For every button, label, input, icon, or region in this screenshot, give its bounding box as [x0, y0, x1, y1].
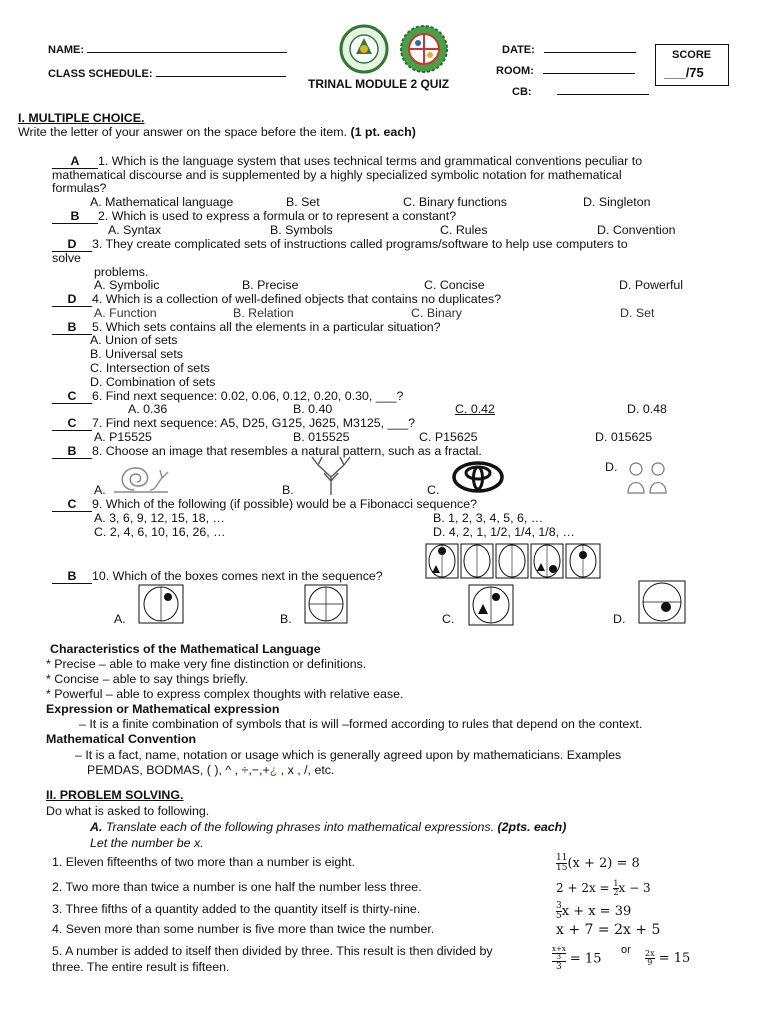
q1-choice-a[interactable]: A. Mathematical language — [90, 195, 234, 209]
question-1: A 1. Which is the language system that uses technical terms and grammatical conventions peculiar to — [52, 154, 642, 169]
question-6: C 6. Find next sequence: 0.02, 0.06, 0.12, 0.20, 0.30, ___? — [52, 389, 403, 404]
q3-choice-b[interactable]: B. Precise — [242, 278, 299, 292]
answer-blank-9[interactable]: C — [52, 497, 92, 512]
part1-instruction: Write the letter of your answer on the space before the item. (1 pt. each) — [18, 125, 416, 139]
answer-blank-6[interactable]: C — [52, 389, 92, 404]
q6-choice-c[interactable]: C. 0.42 — [455, 402, 495, 416]
characteristic-powerful: * Powerful – able to express complex thoughts with relative ease. — [46, 687, 404, 701]
answer-blank-8[interactable]: B — [52, 444, 92, 459]
q2-choice-c[interactable]: C. Rules — [440, 223, 488, 237]
question-9: C 9. Which of the following (if possible) would be a Fibonacci sequence? — [52, 497, 477, 512]
sequence-box-3 — [496, 544, 528, 578]
problem-5: 5. A number is added to itself then divided by three. This result is then divided by — [52, 944, 493, 958]
convention-heading: Mathematical Convention — [46, 732, 197, 746]
q10-option-b-figure[interactable] — [304, 584, 348, 624]
q10-choice-d[interactable]: D. — [613, 612, 626, 626]
snail-icon[interactable] — [108, 460, 180, 496]
q9-choice-a[interactable]: A. 3, 6, 9, 12, 15, 18, … — [94, 511, 225, 525]
expression-definition: – It is a finite combination of symbols that is will –formed according to rules that depend on the context. — [79, 717, 643, 731]
question-1-cont: mathematical discourse and is supplemented by a highly specialized symbolic notation for mathematical — [52, 168, 622, 182]
college-seal-logo — [398, 24, 450, 74]
answer-blank-4[interactable]: D — [52, 292, 92, 307]
q4-choice-d[interactable]: D. Set — [620, 306, 655, 320]
q2-choice-d[interactable]: D. Convention — [597, 223, 676, 237]
q5-choice-b[interactable]: B. Universal sets — [90, 347, 183, 361]
date-field[interactable] — [544, 52, 636, 53]
problem-4-answer: x + 7 = 2x + 5 — [556, 922, 661, 938]
q9-choice-d[interactable]: D. 4, 2, 1, 1/2, 1/4, 1/8, … — [433, 525, 575, 539]
sequence-box-1 — [426, 544, 458, 578]
q3-choice-d[interactable]: D. Powerful — [619, 278, 684, 292]
q6-choice-a[interactable]: A. 0.36 — [128, 402, 168, 416]
q8-choice-b[interactable]: B. — [282, 483, 294, 497]
characteristic-concise: * Concise – able to say things briefly. — [46, 672, 249, 686]
problem-4: 4. Seven more than some number is five more than twice the number. — [52, 922, 435, 936]
characteristic-precise: * Precise – able to make very fine distinction or definitions. — [46, 657, 367, 671]
question-3-cont: solve — [52, 251, 81, 265]
date-label: DATE: — [502, 44, 636, 56]
question-2: B 2. Which is used to express a formula or to represent a constant? — [52, 209, 456, 224]
q9-choice-c[interactable]: C. 2, 4, 6, 10, 16, 26, … — [94, 525, 226, 539]
q10-choice-a[interactable]: A. — [114, 612, 126, 626]
q9-choice-b[interactable]: B. 1, 2, 3, 4, 5, 6, … — [433, 511, 544, 525]
q2-choice-b[interactable]: B. Symbols — [270, 223, 333, 237]
score-box — [655, 44, 729, 86]
convention-examples: PEMDAS, BODMAS, ( ), ^ , ÷,−,+¿ , x , /, etc. — [87, 763, 335, 777]
answer-blank-7[interactable]: C — [52, 416, 92, 431]
q7-choice-b[interactable]: B. 015525 — [293, 430, 350, 444]
answer-blank-2[interactable]: B — [52, 209, 98, 224]
q1-choice-b[interactable]: B. Set — [286, 195, 320, 209]
q10-option-c-figure[interactable] — [468, 584, 514, 626]
q7-choice-d[interactable]: D. 015625 — [595, 430, 653, 444]
part2-let-statement: Let the number be x. — [90, 836, 204, 850]
q5-choice-a[interactable]: A. Union of sets — [90, 333, 178, 347]
sequence-box-2 — [461, 544, 493, 578]
q8-choice-d[interactable]: D. — [605, 460, 618, 474]
question-10: B 10. Which of the boxes comes next in the sequence? — [52, 569, 383, 584]
characteristics-heading: Characteristics of the Mathematical Language — [50, 642, 321, 656]
tree-icon[interactable] — [304, 455, 358, 495]
question-3-cont2: problems. — [94, 265, 149, 279]
q6-choice-b[interactable]: B. 0.40 — [293, 402, 333, 416]
q1-choice-d[interactable]: D. Singleton — [583, 195, 651, 209]
answer-blank-5[interactable]: B — [52, 320, 92, 335]
question-4: D 4. Which is a collection of well-defined objects that contains no duplicates? — [52, 292, 501, 307]
q1-choice-c[interactable]: C. Binary functions — [403, 195, 507, 209]
cb-label: CB: — [512, 86, 649, 98]
room-label: ROOM: — [496, 65, 635, 77]
score-value[interactable]: ___/75 — [664, 65, 704, 80]
problem-5-cont: three. The entire result is fifteen. — [52, 960, 230, 974]
question-5: B 5. Which sets contains all the elements in a particular situation? — [52, 320, 441, 335]
part2-heading: II. PROBLEM SOLVING. — [46, 788, 184, 802]
problem-2: 2. Two more than twice a number is one half the number less three. — [52, 880, 422, 894]
problem-1: 1. Eleven fifteenths of two more than a number is eight. — [52, 855, 356, 869]
cb-field[interactable] — [557, 94, 649, 95]
q8-choice-a[interactable]: A. — [94, 483, 106, 497]
doll-pair-icon[interactable] — [624, 461, 670, 495]
problem-2-answer: 2 + 2x = $\frac{1}{2}$ x − 3 — [556, 879, 651, 897]
score-label: SCORE — [672, 49, 712, 61]
q10-option-a-figure[interactable] — [138, 584, 184, 624]
problem-5-or: or — [621, 944, 631, 956]
convention-definition: – It is a fact, name, notation or usage which is generally agreed upon by mathematicians. Examples — [75, 748, 622, 762]
answer-blank-3[interactable]: D — [52, 237, 92, 252]
expression-heading: Expression or Mathematical expression — [46, 702, 280, 716]
answer-blank-10[interactable]: B — [52, 569, 92, 584]
problem-5-answer-b: $\frac{2x}{9}$ = 15 — [645, 949, 691, 967]
q5-choice-d[interactable]: D. Combination of sets — [90, 375, 216, 389]
problem-3-answer: $\frac{3}{5}$ x + x = 39 — [556, 901, 632, 921]
q4-choice-a[interactable]: A. Function — [94, 306, 157, 320]
q3-choice-a[interactable]: A. Symbolic — [94, 278, 160, 292]
answer-blank-1[interactable]: A — [52, 154, 98, 169]
part1-heading: I. MULTIPLE CHOICE. — [18, 111, 145, 125]
problem-5-answer-a: x+x 3 3 = 15 — [552, 945, 602, 972]
q7-choice-a[interactable]: A. P15525 — [94, 430, 152, 444]
sequence-box-5 — [566, 544, 600, 578]
question-1-cont2: formulas? — [52, 181, 107, 195]
question-7: C 7. Find next sequence: A5, D25, G125, J625, M3125, ___? — [52, 416, 415, 431]
page-title: TRINAL MODULE 2 QUIZ — [308, 77, 450, 91]
name-field[interactable] — [87, 52, 287, 53]
q2-choice-a[interactable]: A. Syntax — [108, 223, 162, 237]
part2-instruction: Do what is asked to following. — [46, 804, 210, 818]
q4-choice-b[interactable]: B. Relation — [233, 306, 294, 320]
part2-sub-a: A. Translate each of the following phrases into mathematical expressions. (2pts. each) — [90, 820, 567, 834]
class-schedule-label: CLASS SCHEDULE: — [48, 68, 286, 80]
school-seal-logo — [336, 24, 392, 74]
q4-choice-c[interactable]: C. Binary — [411, 306, 462, 320]
q3-choice-c[interactable]: C. Concise — [424, 278, 485, 292]
name-label: NAME: — [48, 44, 287, 56]
sequence-boxes — [425, 543, 601, 579]
toyota-logo-icon[interactable] — [452, 461, 504, 493]
question-8: B 8. Choose an image that resembles a natural pattern, such as a fractal. — [52, 444, 482, 459]
problem-3: 3. Three fifths of a quantity added to the quantity itself is thirty-nine. — [52, 902, 421, 916]
q10-option-d-figure[interactable] — [638, 580, 686, 624]
q7-choice-c[interactable]: C. P15625 — [419, 430, 478, 444]
room-field[interactable] — [543, 73, 635, 74]
q10-choice-b[interactable]: B. — [280, 612, 292, 626]
q10-choice-c[interactable]: C. — [442, 612, 455, 626]
sequence-box-4 — [531, 544, 563, 578]
problem-1-answer: $\frac{11}{15}$ (x + 2) = 8 — [556, 853, 640, 873]
question-3: D 3. They create complicated sets of instructions called programs/software to help use computers to — [52, 237, 628, 252]
q8-choice-c[interactable]: C. — [427, 483, 440, 497]
q5-choice-c[interactable]: C. Intersection of sets — [90, 361, 210, 375]
class-schedule-field[interactable] — [156, 76, 286, 77]
q6-choice-d[interactable]: D. 0.48 — [627, 402, 667, 416]
